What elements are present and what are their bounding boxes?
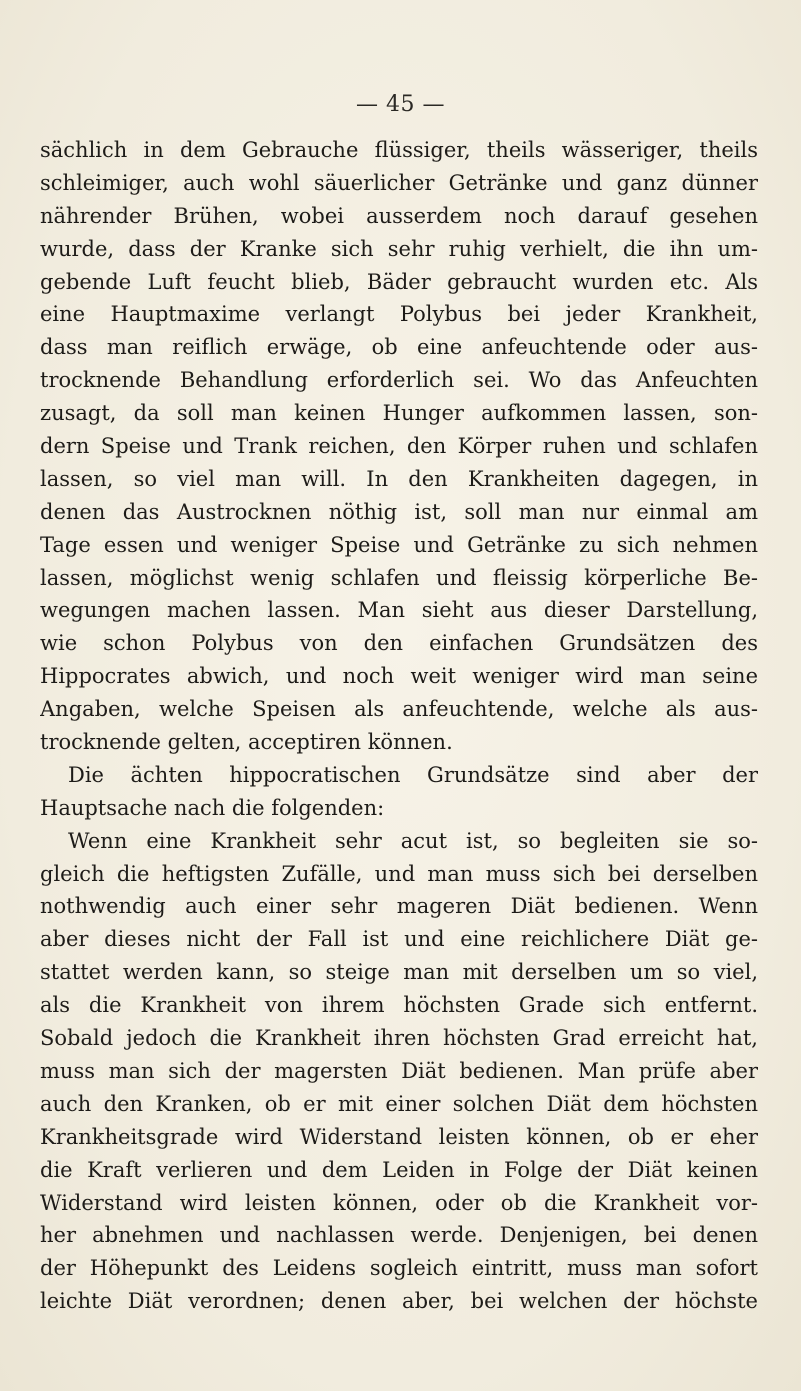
text-line: stattet werden kann, so steige man mit derselben um so viel,	[40, 960, 758, 985]
text-line: nothwendig auch einer sehr mageren Diät bedienen. Wenn	[40, 894, 758, 919]
text-line: her abnehmen und nachlassen werde. Denjenigen, bei denen	[40, 1223, 758, 1248]
text-line: leichte Diät verordnen; denen aber, bei welchen der höchste	[40, 1289, 758, 1314]
text-line: trocknende Behandlung erforderlich sei. Wo das Anfeuchten	[40, 368, 758, 393]
text-line: Tage essen und weniger Speise und Getränke zu sich nehmen	[40, 532, 758, 557]
text-line: sächlich in dem Gebrauche flüssiger, theils wässeriger, theils	[40, 138, 758, 162]
text-line: trocknende gelten, acceptiren können.	[40, 730, 453, 755]
text-line: gleich die heftigsten Zufälle, und man muss sich bei derselben	[40, 861, 758, 886]
text-line: lassen, möglichst wenig schlafen und fleissig körperliche Be-	[40, 565, 758, 590]
body-text	[40, 134, 758, 1318]
text-line: aber dieses nicht der Fall ist und eine reichlichere Diät ge-	[40, 927, 758, 952]
text-line: dern Speise und Trank reichen, den Körper ruhen und schlafen	[40, 434, 758, 459]
text-line: schleimiger, auch wohl säuerlicher Getränke und ganz dünner	[40, 170, 758, 195]
text-line: wurde, dass der Kranke sich sehr ruhig verhielt, die ihn um-	[40, 236, 758, 261]
text-line: Sobald jedoch die Krankheit ihren höchsten Grad erreicht hat,	[40, 1026, 758, 1051]
text-line: nährender Brühen, wobei ausserdem noch darauf gesehen	[40, 203, 758, 228]
text-line: der Höhepunkt des Leidens sogleich eintritt, muss man sofort	[40, 1256, 758, 1281]
text-line: eine Hauptmaxime verlangt Polybus bei jeder Krankheit,	[40, 302, 758, 327]
text-line: wie schon Polybus von den einfachen Grundsätzen des	[40, 631, 758, 656]
text-line: dass man reiflich erwäge, ob eine anfeuchtende oder aus-	[40, 335, 758, 360]
text-line: zusagt, da soll man keinen Hunger aufkommen lassen, son-	[40, 401, 758, 426]
text-line: Hippocrates abwich, und noch weit weniger wird man seine	[40, 664, 758, 689]
text-line: als die Krankheit von ihrem höchsten Grade sich entfernt.	[40, 993, 758, 1018]
text-line: Krankheitsgrade wird Widerstand leisten können, ob er eher	[40, 1124, 758, 1149]
text-line: denen das Austrocknen nöthig ist, soll man nur einmal am	[40, 499, 758, 524]
text-line: Angaben, welche Speisen als anfeuchtende, welche als aus-	[40, 697, 758, 722]
text-line: gebende Luft feucht blieb, Bäder gebraucht wurden etc. Als	[40, 269, 758, 294]
text-line: die Kraft verlieren und dem Leiden in Folge der Diät keinen	[40, 1157, 758, 1182]
text-line: lassen, so viel man will. In den Krankheiten dagegen, in	[40, 466, 758, 491]
text-line: Wenn eine Krankheit sehr acut ist, so begleiten sie so-	[68, 828, 758, 853]
text-line: Die ächten hippocratischen Grundsätze sind aber der	[68, 762, 758, 787]
text-line: Hauptsache nach die folgenden:	[40, 795, 385, 820]
page-number: — 45 —	[356, 92, 445, 117]
text-line: Widerstand wird leisten können, oder ob die Krankheit vor-	[40, 1190, 758, 1215]
text-line: muss man sich der magersten Diät bedienen. Man prüfe aber	[40, 1058, 758, 1083]
text-line: wegungen machen lassen. Man sieht aus dieser Darstellung,	[40, 598, 758, 623]
text-line: auch den Kranken, ob er mit einer solchen Diät dem höchsten	[40, 1091, 758, 1116]
